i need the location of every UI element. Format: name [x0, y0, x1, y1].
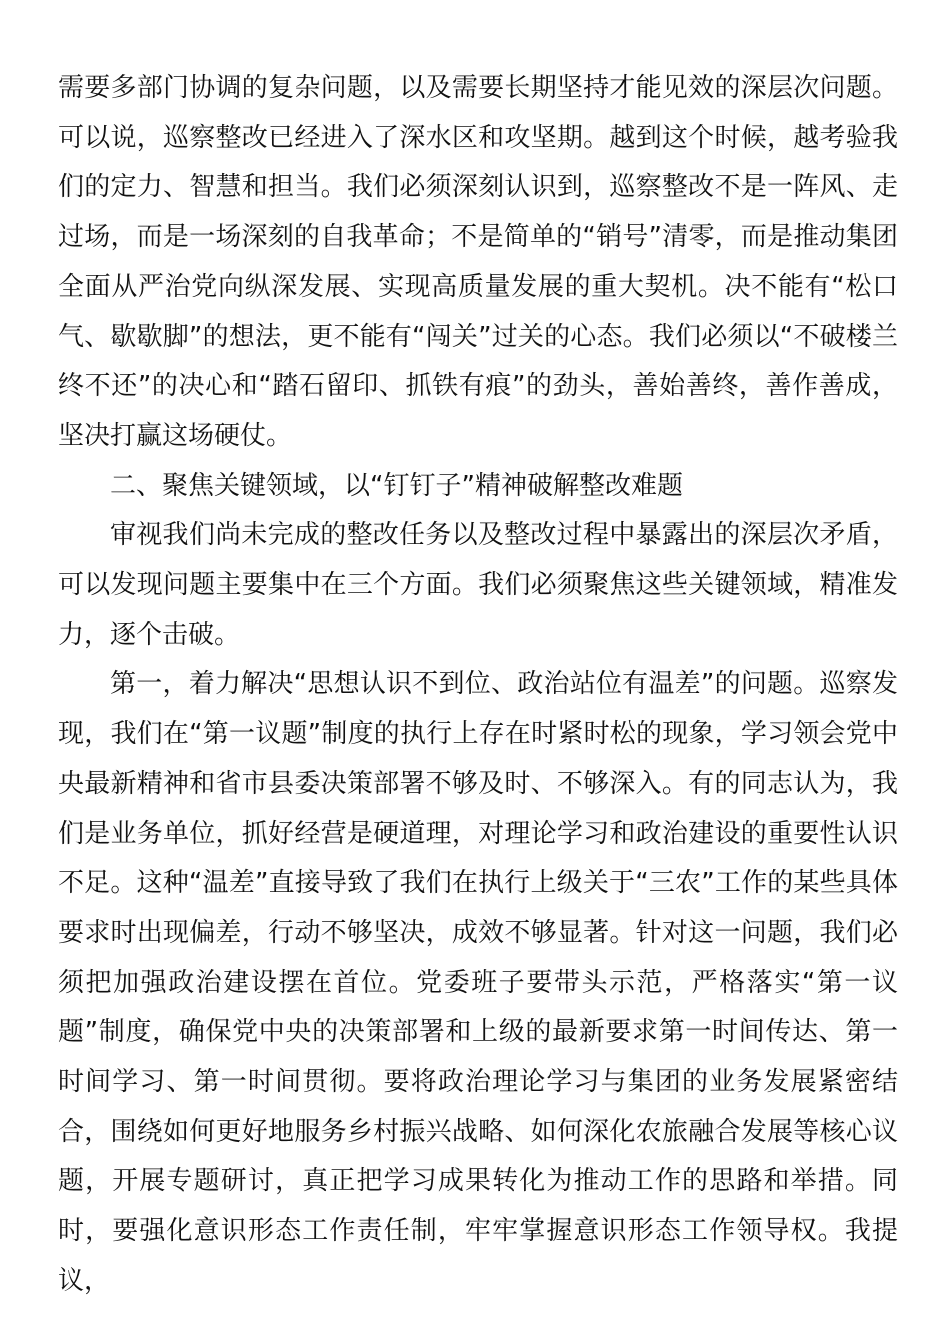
- paragraph-continuation: 需要多部门协调的复杂问题，以及需要长期坚持才能见效的深层次问题。可以说，巡察整改已经进入了深水区和攻坚期。越到这个时候，越考验我们的定力、智慧和担当。我们必须深刻认识到，巡察整改不是一阵风、走过场，而是一场深刻的自我革命；不是简单的“销号”清零，而是推动集团全面从严治党向纵深发展、实现高质量发展的重大契机。决不能有“松口气、歇歇脚”的想法，更不能有“闯关”过关的心态。我们必须以“不破楼兰终不还”的决心和“踏石留印、抓铁有痕”的劲头，善始善终，善作善成，坚决打赢这场硬仗。: [58, 73, 898, 451]
- paragraph: 审视我们尚未完成的整改任务以及整改过程中暴露出的深层次矛盾，可以发现问题主要集中在三个方面。我们必须聚焦这些关键领域，精准发力，逐个击破。: [58, 520, 898, 650]
- document-body: [58, 64, 898, 1307]
- section-heading: 二、聚焦关键领域，以“钉钉子”精神破解整改难题: [110, 470, 683, 501]
- paragraph: 第一，着力解决“思想认识不到位、政治站位有温差”的问题。巡察发现，我们在“第一议题”制度的执行上存在时紧时松的现象，学习领会党中央最新精神和省市县委决策部署不够及时、不够深入。有的同志认为，我们是业务单位，抓好经营是硬道理，对理论学习和政治建设的重要性认识不足。这种“温差”直接导致了我们在执行上级关于“三农”工作的某些具体要求时出现偏差，行动不够坚决，成效不够显著。针对这一问题，我们必须把加强政治建设摆在首位。党委班子要带头示范，严格落实“第一议题”制度，确保党中央的决策部署和上级的最新要求第一时间传达、第一时间学习、第一时间贯彻。要将政治理论学习与集团的业务发展紧密结合，围绕如何更好地服务乡村振兴战略、如何深化农旅融合发展等核心议题，开展专题研讨，真正把学习成果转化为推动工作的思路和举措。同时，要强化意识形态工作责任制，牢牢掌握意识形态工作领导权。我提议，: [58, 669, 898, 1296]
